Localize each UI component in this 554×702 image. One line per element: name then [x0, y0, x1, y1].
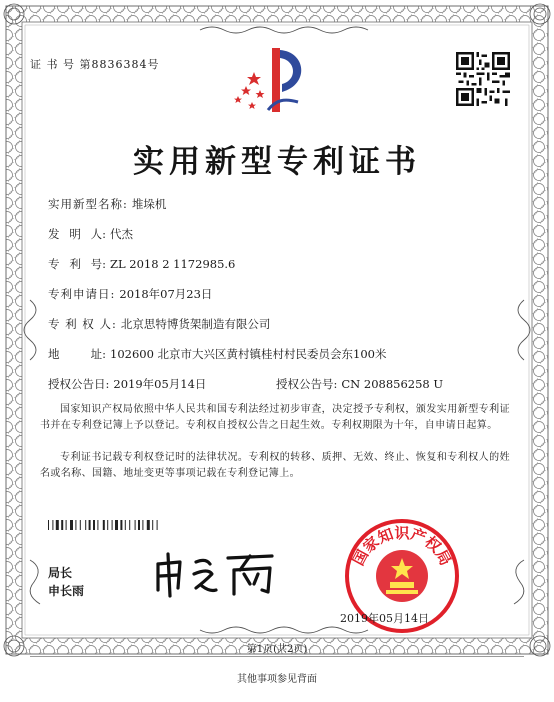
seal-text: 国家知识产权局	[349, 524, 455, 569]
field-patentee	[48, 316, 270, 332]
field-utility-model-name	[48, 196, 166, 212]
field-value: 2019年05月14日	[113, 377, 207, 391]
grant-statement-paragraph: 国家知识产权局依照中华人民共和国专利法经过初步审查，决定授予专利权，颁发实用新型专利证书并在专利登记簿上予以登记。专利权自授权公告之日起生效。专利权期限为十年，自申请日起算。	[40, 404, 510, 431]
grant-announcement-date	[48, 376, 206, 392]
field-value: 代杰	[110, 227, 133, 241]
field-value: 堆垛机	[131, 197, 167, 211]
legal-status-paragraph: 专利证书记载专利权登记时的法律状况。专利权的转移、质押、无效、终止、恢复和专利权人的姓名或名称、国籍、地址变更等事项记载在专利登记簿上。	[40, 452, 510, 479]
field-label: 专 利 号:	[48, 257, 106, 271]
certificate-title: 实用新型专利证书	[133, 144, 421, 180]
field-inventor	[48, 226, 133, 242]
cnipa-logo-icon	[224, 40, 324, 120]
field-label: 地 址:	[48, 347, 106, 361]
field-patent-number	[48, 256, 235, 272]
field-filing-date	[48, 286, 212, 302]
signatory-name: 申长雨	[48, 584, 85, 598]
field-value: CN 208856258 U	[341, 377, 444, 391]
field-label: 专利申请日:	[48, 287, 116, 301]
field-value: 北京思特博货架制造有限公司	[120, 317, 271, 331]
certificate-number: 证 书 号 第8836384号	[30, 58, 160, 71]
signatory-title: 局长	[48, 566, 73, 580]
footer-note: 其他事项参见背面	[237, 674, 317, 685]
field-value: 2018年07月23日	[119, 287, 213, 301]
footer-divider	[30, 656, 524, 657]
page-number: 第1页(共2页)	[246, 644, 308, 655]
field-label: 专 利 权 人:	[48, 317, 117, 331]
field-label: 发 明 人:	[48, 227, 106, 241]
field-label: 授权公告号:	[276, 377, 338, 391]
grant-announcement-number	[276, 376, 443, 392]
qr-code-icon	[456, 52, 510, 106]
field-value: 102600 北京市大兴区黄村镇桂村村民委员会东100米	[110, 347, 387, 361]
field-address	[48, 346, 387, 362]
handwritten-signature-icon	[150, 548, 280, 598]
field-label: 授权公告日:	[48, 377, 110, 391]
field-label: 实用新型名称:	[48, 197, 128, 211]
seal-date: 2019年05月14日	[340, 612, 429, 625]
field-value: ZL 2018 2 1172985.6	[110, 257, 236, 271]
barcode-icon	[48, 520, 228, 530]
